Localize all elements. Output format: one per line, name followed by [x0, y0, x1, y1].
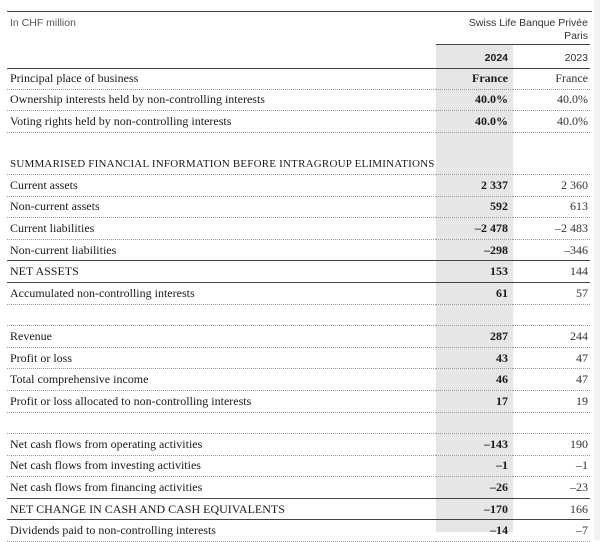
row-label: Accumulated non-controlling interests	[7, 282, 436, 304]
value-2024: –298	[436, 239, 513, 261]
value-2024	[436, 304, 513, 326]
value-2023: 2 360	[513, 174, 590, 196]
value-2024	[436, 153, 513, 174]
value-2024	[436, 132, 513, 153]
table-row	[7, 326, 590, 348]
table-row	[7, 239, 590, 261]
value-2023: –346	[513, 239, 590, 261]
value-2024	[436, 412, 513, 434]
row-label: Net cash flows from operating activities	[7, 434, 436, 456]
table-row	[7, 174, 590, 196]
entity-city: Paris	[564, 30, 588, 42]
value-2024: –170	[436, 498, 513, 520]
value-2024: –14	[436, 520, 513, 542]
table-row	[7, 261, 590, 283]
value-2023: –7	[513, 520, 590, 542]
table-row	[7, 477, 590, 499]
row-label: Voting rights held by non-controlling interests	[7, 111, 436, 133]
value-2023: 190	[513, 434, 590, 456]
value-2023: –1	[513, 455, 590, 477]
row-label: NET CHANGE IN CASH AND CASH EQUIVALENTS	[7, 498, 436, 520]
value-2023	[513, 412, 590, 434]
value-2024: 40.0%	[436, 89, 513, 111]
value-2023: 47	[513, 347, 590, 369]
value-2024: France	[436, 68, 513, 89]
row-label: Profit or loss	[7, 347, 436, 369]
value-2023: France	[513, 68, 590, 89]
row-label: Net cash flows from financing activities	[7, 477, 436, 499]
year-2024-header: 2024	[484, 52, 508, 64]
table-row	[7, 369, 590, 391]
row-label	[7, 412, 436, 434]
table-row	[7, 498, 590, 520]
value-2024: –26	[436, 477, 513, 499]
row-label: Non-current assets	[7, 196, 436, 218]
row-label: SUMMARISED FINANCIAL INFORMATION BEFORE INTRAGROUP ELIMINATIONS	[7, 153, 436, 174]
value-2023: 144	[513, 261, 590, 283]
value-2024: 17	[436, 390, 513, 412]
financial-table-body	[7, 68, 590, 542]
value-2023: 40.0%	[513, 89, 590, 111]
row-label: Non-current liabilities	[7, 239, 436, 261]
row-label: Principal place of business	[7, 68, 436, 89]
value-2023	[513, 132, 590, 153]
table-row	[7, 111, 590, 133]
value-2024: 2 337	[436, 174, 513, 196]
row-label: NET ASSETS	[7, 261, 436, 283]
value-2023: 57	[513, 282, 590, 304]
table-row	[7, 412, 590, 434]
value-2024: 40.0%	[436, 111, 513, 133]
value-2024: 153	[436, 261, 513, 283]
row-label: Ownership interests held by non-controlling interests	[7, 89, 436, 111]
value-2023: –2 483	[513, 218, 590, 240]
page-edge	[594, 0, 600, 540]
table-row	[7, 347, 590, 369]
table-row	[7, 282, 590, 304]
value-2023: 244	[513, 326, 590, 348]
value-2024: 43	[436, 347, 513, 369]
unit-label: In CHF million	[10, 17, 76, 29]
value-2024: –1	[436, 455, 513, 477]
table-row	[7, 68, 590, 89]
table-row	[7, 153, 590, 174]
value-2024: –143	[436, 434, 513, 456]
row-label: Total comprehensive income	[7, 369, 436, 391]
value-2023: –23	[513, 477, 590, 499]
value-2023: 166	[513, 498, 590, 520]
table-row	[7, 304, 590, 326]
value-2024: 287	[436, 326, 513, 348]
table-row	[7, 132, 590, 153]
table-row	[7, 89, 590, 111]
row-label	[7, 304, 436, 326]
value-2023: 19	[513, 390, 590, 412]
value-2023: 47	[513, 369, 590, 391]
value-2023: 613	[513, 196, 590, 218]
entity-name: Swiss Life Banque Privée	[468, 17, 588, 29]
value-2024: 46	[436, 369, 513, 391]
table-row	[7, 434, 590, 456]
year-2023-header: 2023	[564, 52, 588, 64]
financial-table	[7, 68, 590, 542]
value-2023	[513, 153, 590, 174]
value-2024: –2 478	[436, 218, 513, 240]
value-2024: 61	[436, 282, 513, 304]
row-label: Net cash flows from investing activities	[7, 455, 436, 477]
row-label: Current assets	[7, 174, 436, 196]
table-row	[7, 196, 590, 218]
value-2023: 40.0%	[513, 111, 590, 133]
table-row	[7, 218, 590, 240]
row-label: Revenue	[7, 326, 436, 348]
entity-header	[440, 17, 588, 43]
row-label: Profit or loss allocated to non-controlling interests	[7, 390, 436, 412]
value-2023	[513, 304, 590, 326]
row-label: Dividends paid to non-controlling interests	[7, 520, 436, 542]
table-top-rule	[7, 11, 592, 12]
table-row	[7, 455, 590, 477]
value-2024: 592	[436, 196, 513, 218]
row-label: Current liabilities	[7, 218, 436, 240]
row-label	[7, 132, 436, 153]
table-row	[7, 520, 590, 542]
table-row	[7, 390, 590, 412]
entity-header-rule	[436, 44, 590, 45]
